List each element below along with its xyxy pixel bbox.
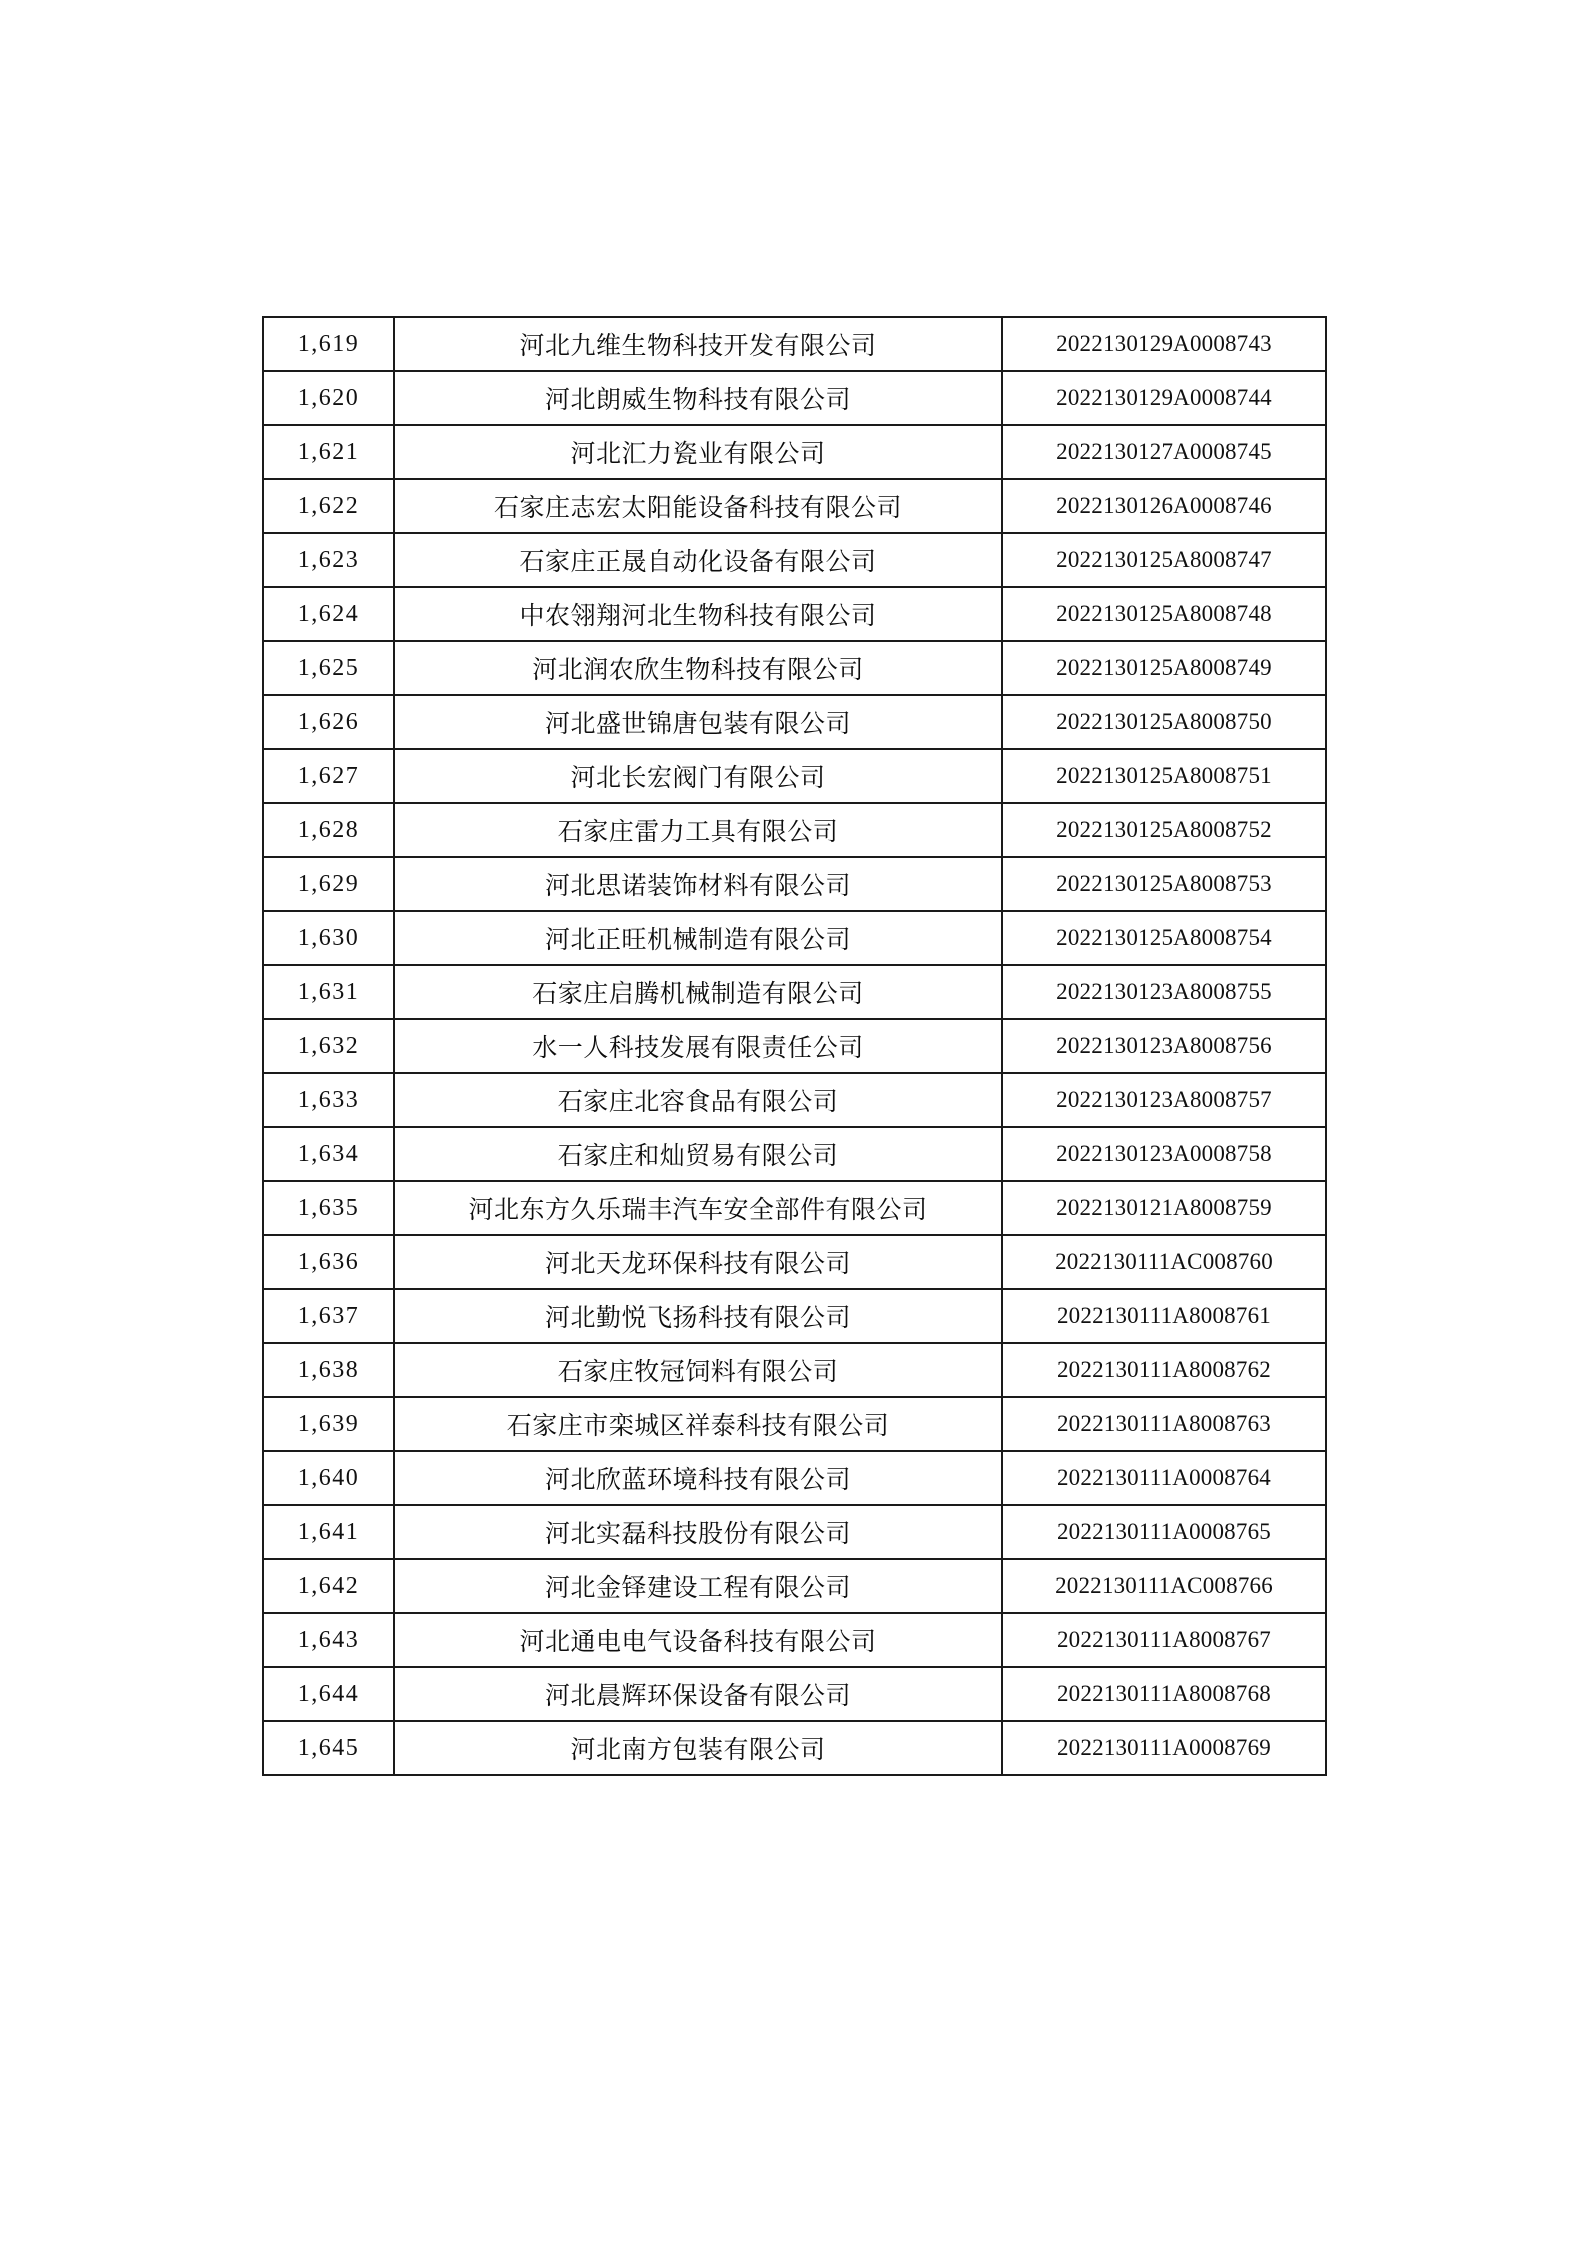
row-index-cell: 1,619 — [263, 317, 394, 371]
row-index-cell: 1,625 — [263, 641, 394, 695]
table-row — [263, 317, 1326, 371]
company-name-cell: 河北金铎建设工程有限公司 — [394, 1559, 1002, 1613]
certificate-code-cell: 2022130111A0008765 — [1002, 1505, 1326, 1559]
company-name-cell: 河北润农欣生物科技有限公司 — [394, 641, 1002, 695]
company-name-cell: 石家庄正晟自动化设备有限公司 — [394, 533, 1002, 587]
table-row — [263, 479, 1326, 533]
registry-table-body — [263, 317, 1326, 1775]
certificate-code-cell: 2022130125A8008749 — [1002, 641, 1326, 695]
table-row — [263, 533, 1326, 587]
certificate-code-cell: 2022130125A8008750 — [1002, 695, 1326, 749]
table-row — [263, 1181, 1326, 1235]
company-name-cell: 中农翎翔河北生物科技有限公司 — [394, 587, 1002, 641]
certificate-code-cell: 2022130127A0008745 — [1002, 425, 1326, 479]
table-row — [263, 1289, 1326, 1343]
certificate-code-cell: 2022130111A0008764 — [1002, 1451, 1326, 1505]
table-row — [263, 1505, 1326, 1559]
company-name-cell: 水一人科技发展有限责任公司 — [394, 1019, 1002, 1073]
certificate-code-cell: 2022130123A8008757 — [1002, 1073, 1326, 1127]
certificate-code-cell: 2022130121A8008759 — [1002, 1181, 1326, 1235]
row-index-cell: 1,621 — [263, 425, 394, 479]
row-index-cell: 1,626 — [263, 695, 394, 749]
company-name-cell: 河北东方久乐瑞丰汽车安全部件有限公司 — [394, 1181, 1002, 1235]
row-index-cell: 1,636 — [263, 1235, 394, 1289]
row-index-cell: 1,620 — [263, 371, 394, 425]
company-name-cell: 石家庄和灿贸易有限公司 — [394, 1127, 1002, 1181]
certificate-code-cell: 2022130111AC008760 — [1002, 1235, 1326, 1289]
table-row — [263, 1451, 1326, 1505]
company-name-cell: 石家庄市栾城区祥泰科技有限公司 — [394, 1397, 1002, 1451]
certificate-code-cell: 2022130125A8008752 — [1002, 803, 1326, 857]
company-name-cell: 河北晨辉环保设备有限公司 — [394, 1667, 1002, 1721]
certificate-code-cell: 2022130123A0008758 — [1002, 1127, 1326, 1181]
table-row — [263, 1019, 1326, 1073]
company-name-cell: 石家庄牧冠饲料有限公司 — [394, 1343, 1002, 1397]
certificate-code-cell: 2022130111AC008766 — [1002, 1559, 1326, 1613]
certificate-code-cell: 2022130123A8008755 — [1002, 965, 1326, 1019]
row-index-cell: 1,623 — [263, 533, 394, 587]
company-name-cell: 河北通电电气设备科技有限公司 — [394, 1613, 1002, 1667]
row-index-cell: 1,644 — [263, 1667, 394, 1721]
company-name-cell: 河北汇力瓷业有限公司 — [394, 425, 1002, 479]
certificate-code-cell: 2022130111A8008762 — [1002, 1343, 1326, 1397]
table-row — [263, 1667, 1326, 1721]
table-row — [263, 371, 1326, 425]
row-index-cell: 1,632 — [263, 1019, 394, 1073]
row-index-cell: 1,627 — [263, 749, 394, 803]
table-row — [263, 641, 1326, 695]
company-name-cell: 石家庄志宏太阳能设备科技有限公司 — [394, 479, 1002, 533]
registry-table-container — [262, 316, 1325, 1776]
row-index-cell: 1,639 — [263, 1397, 394, 1451]
certificate-code-cell: 2022130125A8008753 — [1002, 857, 1326, 911]
company-name-cell: 河北思诺装饰材料有限公司 — [394, 857, 1002, 911]
certificate-code-cell: 2022130129A0008744 — [1002, 371, 1326, 425]
row-index-cell: 1,628 — [263, 803, 394, 857]
table-row — [263, 1127, 1326, 1181]
table-row — [263, 695, 1326, 749]
company-name-cell: 河北欣蓝环境科技有限公司 — [394, 1451, 1002, 1505]
row-index-cell: 1,633 — [263, 1073, 394, 1127]
row-index-cell: 1,629 — [263, 857, 394, 911]
company-name-cell: 河北九维生物科技开发有限公司 — [394, 317, 1002, 371]
row-index-cell: 1,630 — [263, 911, 394, 965]
table-row — [263, 1559, 1326, 1613]
row-index-cell: 1,642 — [263, 1559, 394, 1613]
certificate-code-cell: 2022130111A8008768 — [1002, 1667, 1326, 1721]
certificate-code-cell: 2022130111A8008767 — [1002, 1613, 1326, 1667]
certificate-code-cell: 2022130125A8008754 — [1002, 911, 1326, 965]
table-row — [263, 749, 1326, 803]
row-index-cell: 1,631 — [263, 965, 394, 1019]
row-index-cell: 1,634 — [263, 1127, 394, 1181]
company-name-cell: 石家庄雷力工具有限公司 — [394, 803, 1002, 857]
table-row — [263, 857, 1326, 911]
company-name-cell: 河北实磊科技股份有限公司 — [394, 1505, 1002, 1559]
certificate-code-cell: 2022130129A0008743 — [1002, 317, 1326, 371]
row-index-cell: 1,638 — [263, 1343, 394, 1397]
certificate-code-cell: 2022130125A8008748 — [1002, 587, 1326, 641]
certificate-code-cell: 2022130126A0008746 — [1002, 479, 1326, 533]
table-row — [263, 965, 1326, 1019]
table-row — [263, 1343, 1326, 1397]
row-index-cell: 1,624 — [263, 587, 394, 641]
company-name-cell: 石家庄启腾机械制造有限公司 — [394, 965, 1002, 1019]
row-index-cell: 1,622 — [263, 479, 394, 533]
table-row — [263, 587, 1326, 641]
company-name-cell: 河北南方包装有限公司 — [394, 1721, 1002, 1775]
certificate-code-cell: 2022130111A8008761 — [1002, 1289, 1326, 1343]
company-name-cell: 河北盛世锦唐包装有限公司 — [394, 695, 1002, 749]
registry-table — [262, 316, 1327, 1776]
certificate-code-cell: 2022130125A8008751 — [1002, 749, 1326, 803]
company-name-cell: 河北长宏阀门有限公司 — [394, 749, 1002, 803]
company-name-cell: 河北天龙环保科技有限公司 — [394, 1235, 1002, 1289]
row-index-cell: 1,645 — [263, 1721, 394, 1775]
company-name-cell: 河北正旺机械制造有限公司 — [394, 911, 1002, 965]
table-row — [263, 911, 1326, 965]
table-row — [263, 1235, 1326, 1289]
company-name-cell: 石家庄北容食品有限公司 — [394, 1073, 1002, 1127]
table-row — [263, 1721, 1326, 1775]
certificate-code-cell: 2022130125A8008747 — [1002, 533, 1326, 587]
table-row — [263, 1397, 1326, 1451]
row-index-cell: 1,643 — [263, 1613, 394, 1667]
table-row — [263, 1613, 1326, 1667]
row-index-cell: 1,637 — [263, 1289, 394, 1343]
table-row — [263, 803, 1326, 857]
certificate-code-cell: 2022130123A8008756 — [1002, 1019, 1326, 1073]
row-index-cell: 1,635 — [263, 1181, 394, 1235]
company-name-cell: 河北勤悦飞扬科技有限公司 — [394, 1289, 1002, 1343]
certificate-code-cell: 2022130111A0008769 — [1002, 1721, 1326, 1775]
row-index-cell: 1,641 — [263, 1505, 394, 1559]
table-row — [263, 425, 1326, 479]
row-index-cell: 1,640 — [263, 1451, 394, 1505]
table-row — [263, 1073, 1326, 1127]
certificate-code-cell: 2022130111A8008763 — [1002, 1397, 1326, 1451]
company-name-cell: 河北朗威生物科技有限公司 — [394, 371, 1002, 425]
